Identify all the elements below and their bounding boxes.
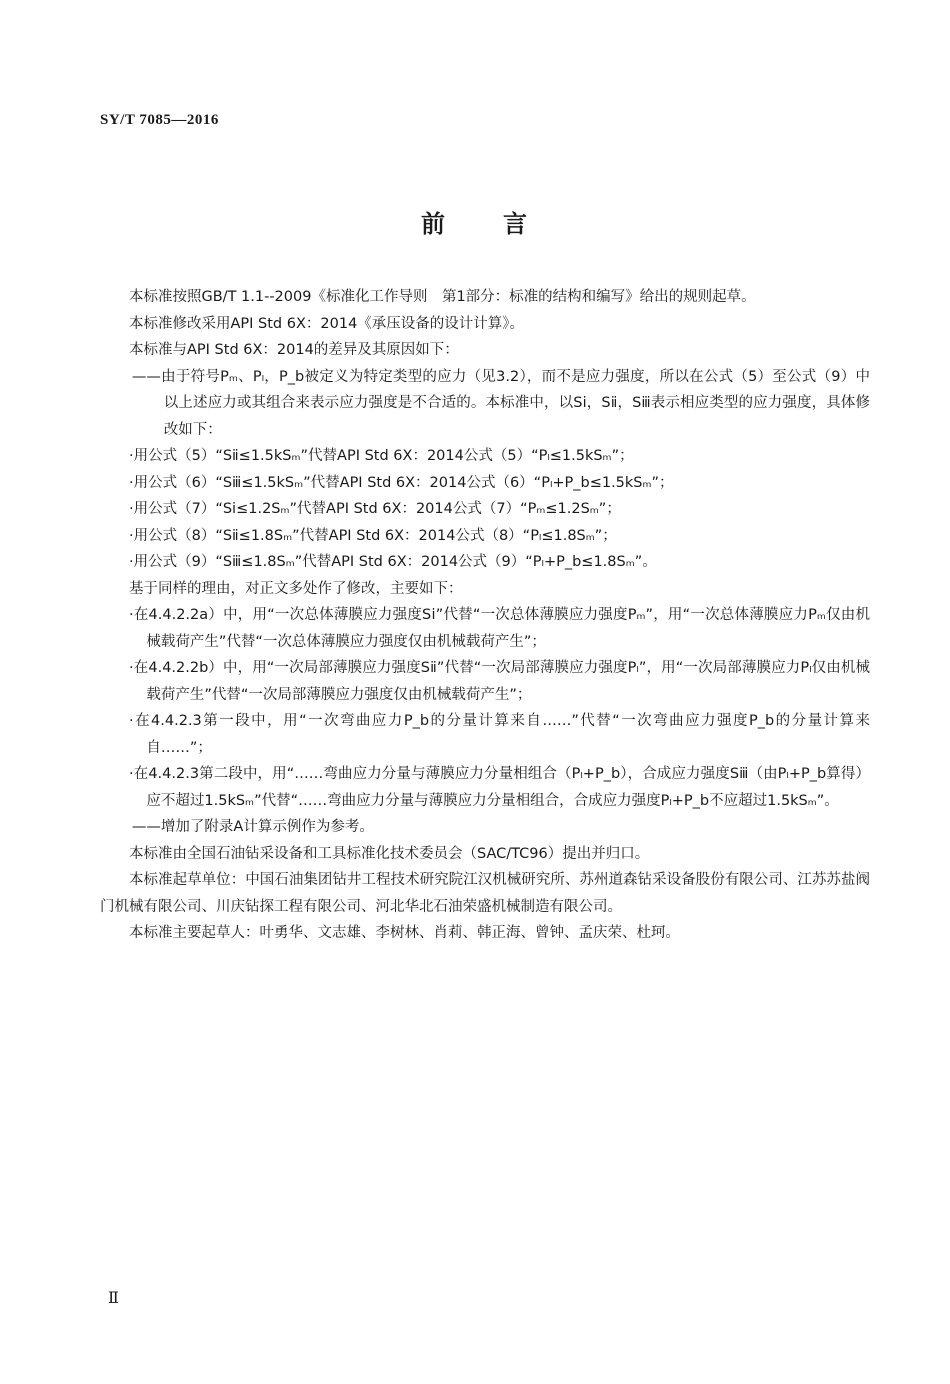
paragraph: 本标准由全国石油钻采设备和工具标准化技术委员会（SAC/TC96）提出并归口。	[129, 845, 650, 862]
bullet-item: ·用公式（8）“Sⅱ≤1.8Sₘ”代替API Std 6X：2014公式（8）“Pₗ≤1.8Sₘ”；	[129, 527, 617, 544]
bullet-item: ·用公式（7）“Sⅰ≤1.2Sₘ”代替API Std 6X：2014公式（7）“Pₘ≤1.2Sₘ”；	[129, 501, 621, 517]
bullet-item: ·在4.4.2.2a）中，用“一次总体薄膜应力强度Sⅰ”代替“一次总体薄膜应力强度Pₘ”，用“一次总体薄膜应力Pₘ仅由机械载荷产生”代替“一次总体薄膜应力强度仅由机械载荷产生”；	[129, 607, 870, 650]
title-char-2: 言	[503, 209, 529, 238]
paragraph: 本标准起草单位：中国石油集团钻井工程技术研究院江汉机械研究所、苏州道森钻采设备股份有限公司、江苏苏盐阀门机械有限公司、川庆钻探工程有限公司、河北华北石油荣盛机械制造有限公司。	[100, 872, 870, 915]
bullet-item: ·在4.4.2.3第一段中，用“一次弯曲应力P_b的分量计算来自……”代替“一次弯曲应力强度P_b的分量计算来自……”；	[129, 713, 870, 756]
paragraph: 基于同样的理由，对正文多处作了修改，主要如下：	[129, 580, 463, 597]
title-char-1: 前	[421, 209, 447, 238]
document-code: SY/T 7085—2016	[100, 112, 219, 128]
paragraph: 本标准按照GB/T 1.1--2009《标准化工作导则 第1部分：标准的结构和编写》给出的规则起草。	[129, 289, 756, 305]
bullet-item: ·在4.4.2.3第二段中，用“……弯曲应力分量与薄膜应力分量相组合（Pₗ+P_b），合成应力强度Sⅲ（由Pₗ+P_b算得）应不超过1.5kSₘ”代替“……弯曲应力分量与薄膜应力分量相组合，合成应力强度Pₗ+P_b不应超过1.5kSₘ”。	[129, 766, 870, 809]
dash-item: ——由于符号Pₘ、Pₗ，P_b被定义为特定类型的应力（见3.2），而不是应力强度，所以在公式（5）至公式（9）中以上述应力或其组合来表示应力强度是不合适的。本标准中，以Sⅰ，Sⅱ，Sⅲ表示相应类型的应力强度，具体修改如下：	[131, 368, 870, 438]
dash-item: ——增加了附录A计算示例作为参考。	[131, 819, 374, 835]
page-title	[0, 204, 950, 239]
bullet-item: ·用公式（5）“Sⅱ≤1.5kSₘ”代替API Std 6X：2014公式（5）“Pₗ≤1.5kSₘ”；	[129, 448, 634, 464]
bullet-item: ·在4.4.2.2b）中，用“一次局部薄膜应力强度Sⅱ”代替“一次局部薄膜应力强度Pₗ”，用“一次局部薄膜应力Pₗ仅由机械载荷产生”代替“一次局部薄膜应力强度仅由机械载荷产生”；	[129, 660, 870, 703]
bullet-item: ·用公式（6）“Sⅲ≤1.5kSₘ”代替API Std 6X：2014公式（6）“Pₗ+P_b≤1.5kSₘ”；	[129, 474, 674, 491]
bullet-item: ·用公式（9）“Sⅲ≤1.8Sₘ”代替API Std 6X：2014公式（9）“Pₗ+P_b≤1.8Sₘ”。	[129, 554, 657, 570]
paragraph: 本标准与API Std 6X：2014的差异及其原因如下：	[129, 342, 459, 358]
paragraph: 本标准修改采用API Std 6X：2014《承压设备的设计计算》。	[129, 315, 525, 332]
page-number: Ⅱ	[108, 1290, 119, 1307]
paragraph: 本标准主要起草人：叶勇华、文志雄、李树林、肖莉、韩正海、曾钟、孟庆荣、杜珂。	[129, 925, 680, 941]
document-body	[100, 284, 870, 947]
